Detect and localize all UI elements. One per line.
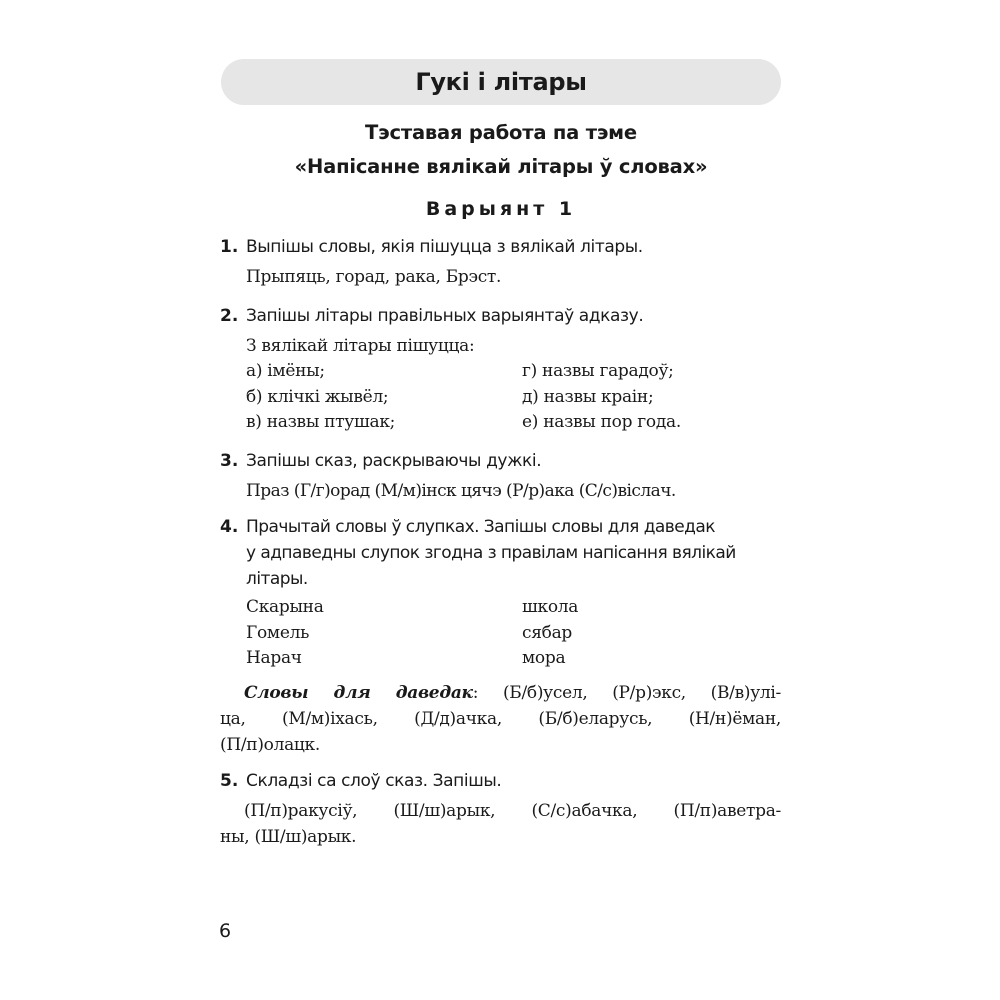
task-2-number: 2.: [220, 306, 239, 326]
task-2-option-b: б) клічкі жывёл;: [246, 387, 389, 407]
task-2-instruction: Запішы літары правільных варыянтаў адказу.: [246, 306, 644, 326]
task-2-option-d: д) назвы краін;: [522, 387, 654, 407]
task-2-option-v: в) назвы птушак;: [246, 412, 396, 432]
task-4-left-word: Нарач: [246, 648, 302, 668]
task-4-instruction: [246, 514, 781, 592]
task-4-right-word: сябар: [522, 623, 572, 643]
task-4-reference-line-1: [244, 680, 781, 706]
task-4-reference-line-3: (П/п)олацк.: [220, 735, 320, 755]
task-5-number: 5.: [220, 771, 239, 791]
task-1-number: 1.: [220, 237, 239, 257]
task-4-reference-line-2: ца, (М/м)іхась, (Д/д)ачка, (Б/б)еларусь, (Н/н)ёман,: [220, 709, 781, 729]
task-4-reference-label: Словы для даведак: [244, 683, 473, 703]
page-number: 6: [219, 920, 232, 942]
task-2-option-a: а) імёны;: [246, 361, 325, 381]
task-2-option-e: е) назвы пор года.: [522, 412, 681, 432]
task-5-content: [220, 798, 781, 850]
test-title-line-2: «Напісанне вялікай літары ў словах»: [294, 155, 708, 178]
task-4-right-word: мора: [522, 648, 566, 668]
task-5-instruction: Складзі са слоў сказ. Запішы.: [246, 771, 502, 791]
task-3-content: Праз (Г/г)орад (М/м)інск цячэ (Р/р)ака (С/с)віслач.: [246, 481, 676, 501]
section-title-banner: [221, 59, 781, 105]
task-4-reference-words: [220, 680, 781, 758]
task-4-reference-text: : (Б/б)усел, (Р/р)экс, (В/в)улі-: [472, 683, 781, 703]
task-2-option-g: г) назвы гарадоў;: [522, 361, 674, 381]
variant-heading: Варыянт 1: [425, 198, 577, 220]
task-4-left-word: Гомель: [246, 623, 310, 643]
section-title: Гукі і літары: [415, 68, 587, 96]
task-4-left-word: Скарына: [246, 597, 324, 617]
task-4-instruction-line: Прачытай словы ў слупках. Запішы словы для даведак: [246, 517, 715, 537]
task-2-intro: З вялікай літары пішуцца:: [246, 336, 475, 356]
task-4-right-word: школа: [522, 597, 579, 617]
task-3-number: 3.: [220, 451, 239, 471]
task-5-content-line-1: (П/п)ракусіў, (Ш/ш)арык, (С/с)абачка, (П/п)аветра-: [244, 801, 781, 821]
task-4-number: 4.: [220, 517, 239, 537]
task-3-instruction: Запішы сказ, раскрываючы дужкі.: [246, 451, 542, 471]
task-5-content-line-2: ны, (Ш/ш)арык.: [220, 827, 357, 847]
task-4-instruction-line: літары.: [246, 569, 308, 589]
task-1-content: Прыпяць, горад, рака, Брэст.: [246, 267, 502, 287]
task-4-instruction-line: у адпаведны слупок згодна з правілам напісання вялікай: [246, 543, 736, 563]
task-1-instruction: Выпішы словы, якія пішуцца з вялікай літары.: [246, 237, 643, 257]
test-title-line-1: Тэставая работа па тэме: [365, 121, 637, 144]
